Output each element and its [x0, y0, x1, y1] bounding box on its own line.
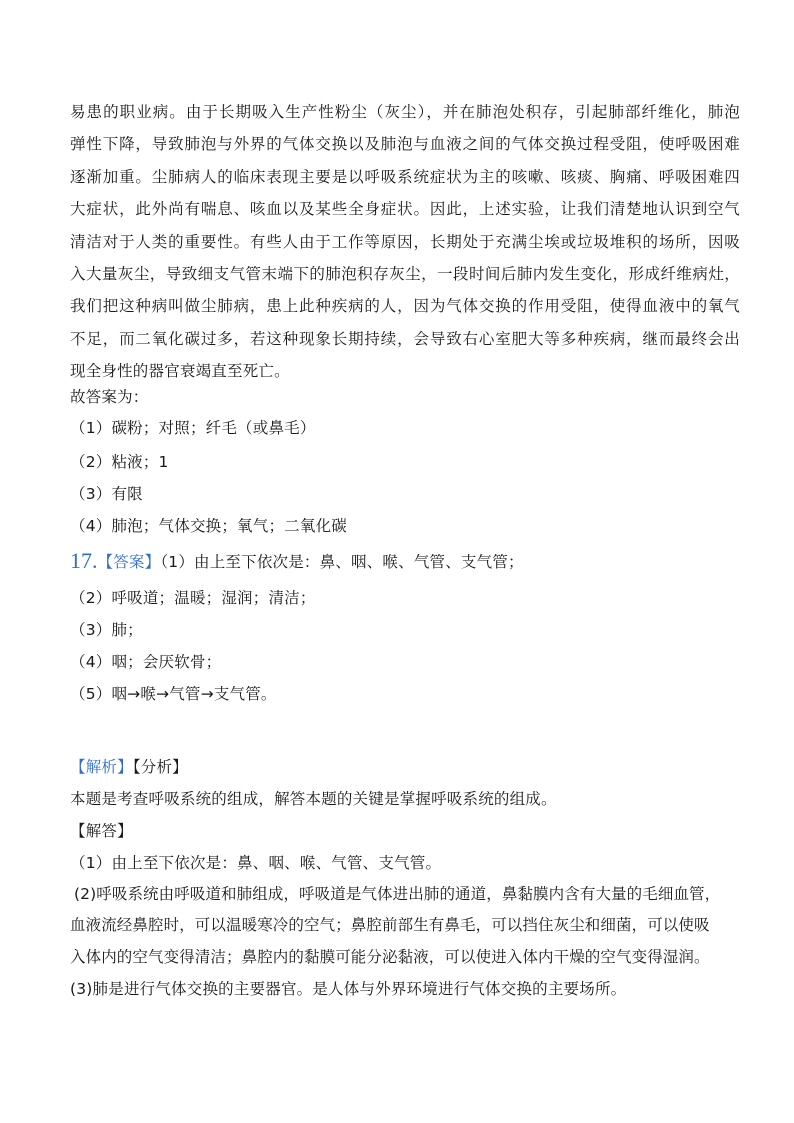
intro-line: 大症状，此外尚有喘息、咳血以及某些全身症状。因此，上述实验，让我们清楚地认识到空气	[70, 200, 740, 219]
intro-line: 现全身性的器官衰竭直至死亡。	[70, 362, 290, 381]
solution-point-1: （1）由上至下依次是：鼻、咽、喉、气管、支气管。	[70, 854, 442, 872]
solution-point-2-line: (2)呼吸系统由呼吸道和肺组成，呼吸道是气体进出肺的通道，鼻黏膜内含有大量的毛细血管，	[74, 885, 721, 903]
answer-item: （3）肺；	[70, 621, 143, 639]
intro-line: 清洁对于人类的重要性。有些人由于工作等原因，长期处于充满尘埃或垃圾堆积的场所，因吸	[70, 232, 740, 251]
answer-item: （3）有限	[70, 485, 143, 503]
intro-line: 弹性下降，导致肺泡与外界的气体交换以及肺泡与血液之间的气体交换过程受阻，使呼吸困难	[70, 135, 740, 154]
solution-point-2-line: 入体内的空气变得清洁；鼻腔内的黏膜可能分泌黏液，可以使进入体内干燥的空气变得湿润。	[70, 947, 710, 966]
intro-line: 入大量灰尘，导致细支气管末端下的肺泡积存灰尘，一段时间后肺内发生变化，形成纤维病灶，	[70, 265, 740, 283]
answer-item: （4）咽；会厌软骨；	[70, 653, 222, 671]
question-17-answer-row	[70, 545, 524, 578]
answer-heading: 故答案为：	[70, 388, 149, 406]
answer-item: （2）呼吸道；温暖；湿润；清洁；	[70, 589, 316, 607]
intro-line: 不足，而二氧化碳过多，若这种现象长期持续，会导致右心室肥大等多种疾病，继而最终会出	[70, 329, 740, 348]
answer-item: （4）肺泡；气体交换；氧气；二氧化碳	[70, 517, 347, 535]
solution-tag: 【解答】	[70, 822, 133, 840]
intro-line: 我们把这种病叫做尘肺病，患上此种疾病的人，因为气体交换的作用受阻，使得血液中的氧气	[70, 297, 740, 316]
question-number: 17.	[70, 548, 98, 573]
solution-point-2-line: 血液流经鼻腔时，可以温暖寒冷的空气；鼻腔前部生有鼻毛，可以挡住灰尘和细菌，可以使吸	[70, 916, 710, 935]
answer-tag: 【答案】	[97, 553, 161, 571]
solution-point-3: (3)肺是进行气体交换的主要器官。是人体与外界环境进行气体交换的主要场所。	[70, 980, 627, 998]
answer-item: （5）咽→喉→气管→支气管。	[70, 685, 277, 703]
intro-line: 逐渐加重。尘肺病人的临床表现主要是以呼吸系统症状为主的咳嗽、咳痰、胸痛、呼吸困难四	[70, 167, 740, 186]
analysis-subtag: 【分析】	[132, 758, 188, 776]
analysis-tag: 【解析】	[70, 758, 133, 776]
analysis-summary: 本题是考查呼吸系统的组成，解答本题的关键是掌握呼吸系统的组成。	[70, 790, 557, 808]
answer-item: （1）由上至下依次是：鼻、咽、喉、气管、支气管；	[160, 553, 524, 571]
answer-item: （1）碳粉；对照；纤毛（或鼻毛）	[70, 419, 316, 437]
analysis-heading	[70, 751, 188, 783]
answer-item: （2）粘液；1	[70, 453, 169, 471]
intro-line: 易患的职业病。由于长期吸入生产性粉尘（灰尘），并在肺泡处积存，引起肺部纤维化，肺泡	[70, 103, 740, 121]
